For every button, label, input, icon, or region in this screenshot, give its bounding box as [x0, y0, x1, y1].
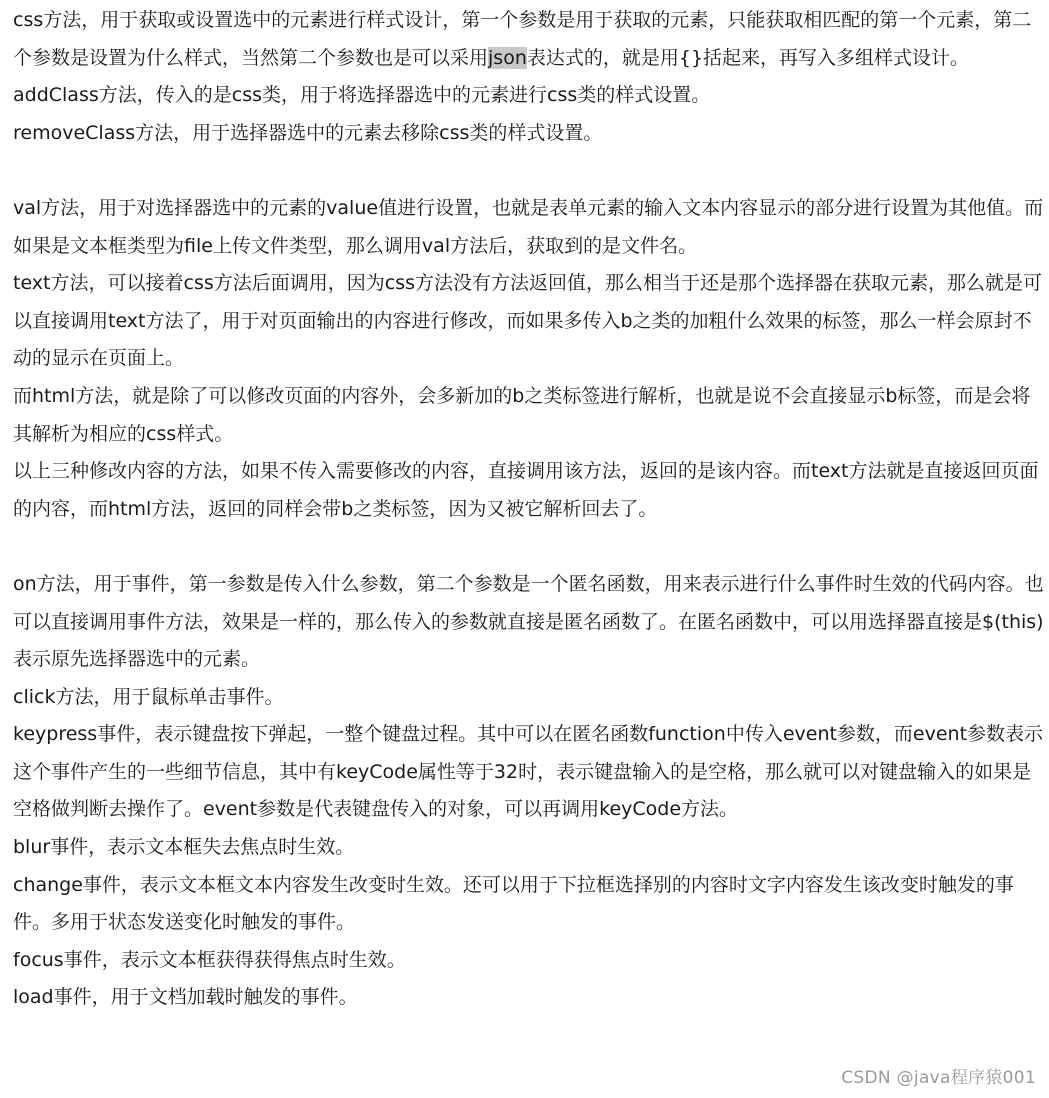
paragraph-on-method: on方法，用于事件，第一参数是传入什么参数，第二个参数是一个匿名函数，用来表示进行什么事件时生效的代码内容。也可以直接调用事件方法，效果是一样的，那么传入的参数就直接是匿名函数了。在匿名函数中，可以用选择器直接是$(this)表示原先选择器选中的元素。: [13, 572, 1044, 671]
paragraph-css-method: [13, 2, 1047, 77]
paragraph-text: css方法，用于获取或设置选中的元素进行样式设计，第一个参数是用于获取的元素，只能获取相匹配的第一个元素，第二个参数是设置为什么样式，当然第二个参数也是可以采用: [13, 9, 1032, 69]
blank-line: [13, 528, 1047, 566]
csdn-watermark: CSDN @java程序猿001: [841, 1068, 1036, 1088]
blank-line: [13, 152, 1047, 190]
paragraph-text: 表达式的，就是用{}括起来，再写入多组样式设计。: [526, 46, 970, 69]
paragraph-focus-event: focus事件，表示文本框获得获得焦点时生效。: [13, 948, 406, 971]
highlighted-word: json: [488, 46, 527, 69]
paragraph-click-method: click方法，用于鼠标单击事件。: [13, 685, 284, 708]
paragraph-keypress-event: keypress事件，表示键盘按下弹起，一整个键盘过程。其中可以在匿名函数function中传入event参数，而event参数表示这个事件产生的一些细节信息，其中有keyCode属性等于32时，表示键盘输入的是空格，那么就可以对键盘输入的如果是空格做判断去操作了。event参数是代表键盘传入的对象，可以再调用keyCode方法。: [13, 723, 1044, 821]
paragraph-val-method: val方法，用于对选择器选中的元素的value值进行设置，也就是表单元素的输入文本内容显示的部分进行设置为其他值。而如果是文本框类型为file上传文件类型，那么调用val方法后，获取到的是文件名。: [13, 196, 1044, 257]
document-body: [13, 2, 1047, 1017]
paragraph-blur-event: blur事件，表示文本框失去焦点时生效。: [13, 836, 355, 859]
paragraph-addclass-method: addClass方法，传入的是css类，用于将选择器选中的元素进行css类的样式设置。: [13, 84, 711, 107]
paragraph-removeclass-method: removeClass方法，用于选择器选中的元素去移除css类的样式设置。: [13, 121, 603, 144]
paragraph-text-method: text方法，可以接着css方法后面调用，因为css方法没有方法返回值，那么相当于还是那个选择器在获取元素，那么就是可以直接调用text方法了，用于对页面输出的内容进行修改，而如果多传入b之类的加粗什么效果的标签，那么一样会原封不动的显示在页面上。: [13, 272, 1042, 370]
paragraph-summary: 以上三种修改内容的方法，如果不传入需要修改的内容，直接调用该方法，返回的是该内容。而text方法就是直接返回页面的内容，而html方法，返回的同样会带b之类标签，因为又被它解析回去了。: [13, 460, 1039, 520]
paragraph-change-event: change事件，表示文本框文本内容发生改变时生效。还可以用于下拉框选择别的内容时文字内容发生该改变时触发的事件。多用于状态发送变化时触发的事件。: [13, 873, 1014, 934]
paragraph-load-event: load事件，用于文档加载时触发的事件。: [13, 986, 358, 1009]
paragraph-html-method: 而html方法，就是除了可以修改页面的内容外，会多新加的b之类标签进行解析，也就是说不会直接显示b标签，而是会将其解析为相应的css样式。: [13, 384, 1031, 445]
